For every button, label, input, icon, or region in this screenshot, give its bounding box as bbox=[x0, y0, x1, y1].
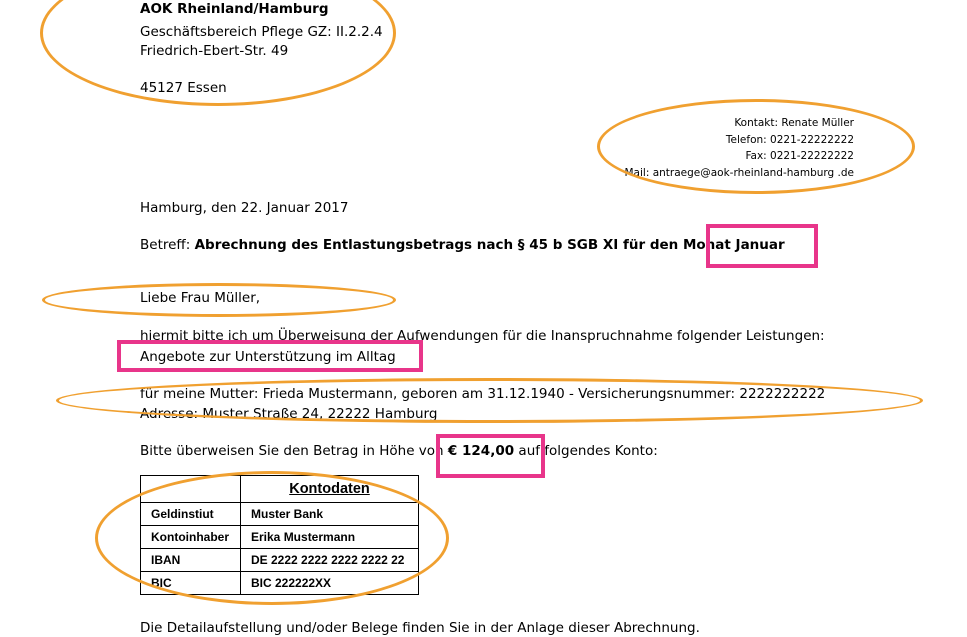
table-corner-cell bbox=[141, 476, 241, 503]
sender-street: Friedrich-Ebert-Str. 49 bbox=[140, 43, 289, 59]
account-label: Kontoinhaber bbox=[141, 526, 241, 549]
account-title: Kontodaten bbox=[241, 476, 419, 503]
date-line: Hamburg, den 22. Januar 2017 bbox=[140, 200, 349, 216]
body-request: hiermit bitte ich um Überweisung der Aufwendungen für die Inanspruchnahme folgender Leistungen: bbox=[140, 328, 825, 344]
subject-text: Abrechnung des Entlastungsbetrags nach § 45 b SGB XI für den Monat Januar bbox=[194, 237, 785, 253]
sender-city: 45127 Essen bbox=[140, 80, 227, 96]
contact-name: Kontakt: Renate Müller bbox=[734, 117, 854, 129]
account-table bbox=[140, 475, 419, 595]
account-label: Geldinstiut bbox=[141, 503, 241, 526]
body-transfer bbox=[140, 442, 658, 460]
transfer-before: Bitte überweisen Sie den Betrag in Höhe von bbox=[140, 443, 444, 459]
body-person: für meine Mutter: Frieda Mustermann, geboren am 31.12.1940 - Versicherungsnummer: 2222222222 bbox=[140, 386, 826, 402]
account-value: Muster Bank bbox=[241, 503, 419, 526]
contact-phone: Telefon: 0221-22222222 bbox=[725, 134, 854, 146]
contact-mail: Mail: antraege@aok-rheinland-hamburg .de bbox=[624, 167, 854, 179]
body-address: Adresse: Muster Straße 24, 22222 Hamburg bbox=[140, 406, 438, 422]
account-label: IBAN bbox=[141, 549, 241, 572]
contact-fax: Fax: 0221-22222222 bbox=[745, 150, 854, 162]
account-value: DE 2222 2222 2222 2222 22 bbox=[241, 549, 419, 572]
subject-prefix: Betreff: bbox=[140, 237, 191, 253]
subject-line bbox=[140, 236, 785, 254]
account-value: BIC 222222XX bbox=[241, 572, 419, 595]
table-row bbox=[141, 503, 419, 526]
table-row bbox=[141, 549, 419, 572]
body-footer: Die Detailaufstellung und/oder Belege finden Sie in der Anlage dieser Abrechnung. bbox=[140, 620, 700, 636]
table-row bbox=[141, 476, 419, 503]
account-label: BIC bbox=[141, 572, 241, 595]
transfer-amount: € 124,00 bbox=[447, 443, 515, 459]
salutation: Liebe Frau Müller, bbox=[140, 290, 261, 306]
account-value: Erika Mustermann bbox=[241, 526, 419, 549]
table-row bbox=[141, 572, 419, 595]
sender-company: AOK Rheinland/Hamburg bbox=[140, 1, 329, 17]
transfer-after: auf folgendes Konto: bbox=[518, 443, 658, 459]
table-row bbox=[141, 526, 419, 549]
body-service: Angebote zur Unterstützung im Alltag bbox=[140, 349, 396, 365]
sender-department: Geschäftsbereich Pflege GZ: II.2.2.4 bbox=[140, 24, 383, 40]
